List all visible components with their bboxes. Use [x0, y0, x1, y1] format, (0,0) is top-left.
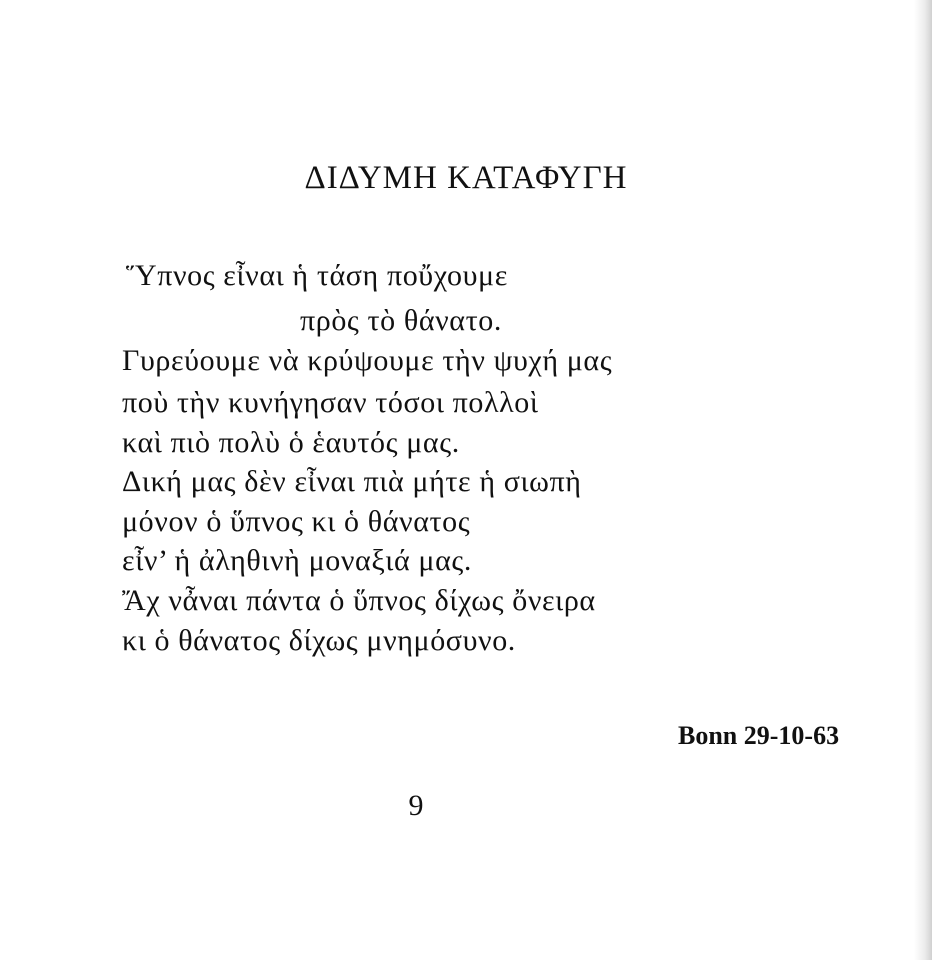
poem-line-2: πρὸς τὸ θάνατο.: [300, 304, 502, 337]
poem-line-9: Ἄχ νἆναι πάντα ὁ ὕπνος δίχως ὄνειρα: [122, 584, 596, 617]
poem-line-8: εἶν’ ἡ ἀληθινὴ μοναξιά μας.: [122, 544, 472, 577]
page-edge-shadow: [914, 0, 932, 960]
poem-line-6: Δική μας δὲν εἶναι πιὰ μήτε ἡ σιωπὴ: [122, 465, 582, 498]
poem-line-3: Γυρεύουμε νὰ κρύψουμε τὴν ψυχή μας: [122, 344, 613, 377]
place-date: Bonn 29-10-63: [678, 721, 840, 750]
page-number: 9: [408, 789, 424, 822]
poem-line-4: ποὺ τὴν κυνήγησαν τόσοι πολλοὶ: [122, 386, 539, 419]
poem-line-5: καὶ πιὸ πολὺ ὁ ἑαυτός μας.: [122, 426, 460, 459]
poem-title: ΔΙΔΥΜΗ ΚΑΤΑΦΥΓΗ: [304, 160, 628, 196]
poem-line-1: Ὕπνος εἶναι ἡ τάση ποὔχουμε: [126, 259, 508, 292]
poem-line-10: κι ὁ θάνατος δίχως μνημόσυνο.: [122, 624, 516, 657]
poem-line-7: μόνον ὁ ὕπνος κι ὁ θάνατος: [122, 505, 471, 538]
